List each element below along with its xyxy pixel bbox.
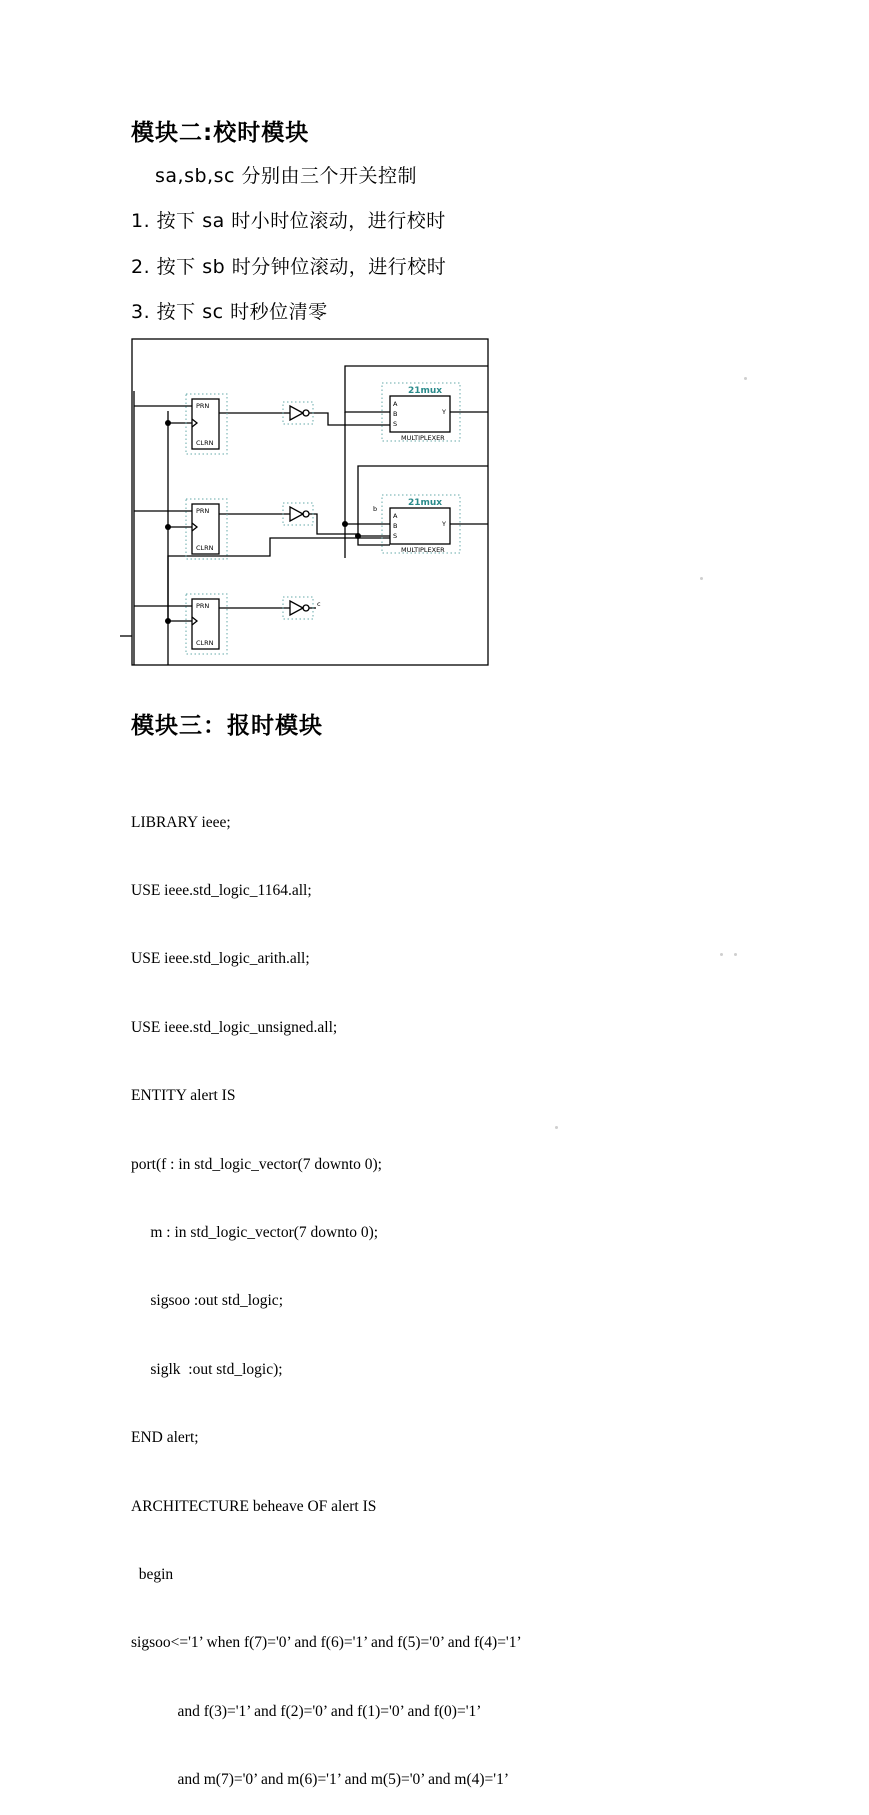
- code-line: sigsoo<='1’ when f(7)='0’ and f(6)='1’ and f(5)='0’ and f(4)='1’: [131, 1634, 522, 1652]
- scan-speck: [720, 953, 723, 956]
- code-line: begin: [131, 1565, 174, 1583]
- code-line: USE ieee.std_logic_1164.all;: [131, 881, 312, 899]
- mux2-out-label: Y: [442, 520, 446, 528]
- code-line: siglk :out std_logic);: [131, 1360, 283, 1378]
- ff1-prn-label: PRN: [196, 402, 210, 410]
- wire-label-b: b: [373, 505, 378, 513]
- scan-speck: [734, 953, 737, 956]
- scan-speck: [744, 377, 747, 380]
- ff3-prn-label: PRN: [196, 602, 210, 610]
- circuit-diagram: [120, 336, 492, 668]
- wire-label-c: c: [317, 600, 321, 608]
- code-line: and m(7)='0’ and m(6)='1’ and m(5)='0’ and m(4)='1’: [131, 1771, 509, 1789]
- module2-title: 模块二:校时模块: [131, 120, 310, 146]
- module2-step-2: 2. 按下 sb 时分钟位滚动，进行校时: [131, 256, 447, 278]
- module2-intro: sa,sb,sc 分别由三个开关控制: [155, 165, 417, 187]
- code-line: ENTITY alert IS: [131, 1087, 236, 1105]
- code-line: m : in std_logic_vector(7 downto 0);: [131, 1223, 379, 1241]
- code-line: LIBRARY ieee;: [131, 813, 231, 831]
- code-line: ARCHITECTURE beheave OF alert IS: [131, 1497, 377, 1515]
- mux2-pin-a: A: [393, 512, 398, 520]
- module2-step-1: 1. 按下 sa 时小时位滚动，进行校时: [131, 210, 446, 232]
- scan-speck: [700, 577, 703, 580]
- code-line: sigsoo :out std_logic;: [131, 1292, 283, 1310]
- mux1-pin-a: A: [393, 400, 398, 408]
- mux2-pin-b: B: [393, 522, 398, 530]
- ff2-prn-label: PRN: [196, 507, 210, 515]
- mux2-title: 21mux: [408, 498, 443, 508]
- module3-title: 模块三：报时模块: [131, 713, 323, 739]
- code-line: and f(3)='1’ and f(2)='0’ and f(1)='0’ and f(0)='1’: [131, 1702, 482, 1720]
- vhdl-code-block: [131, 766, 522, 1815]
- mux1-pin-s: S: [393, 420, 398, 428]
- code-line: USE ieee.std_logic_arith.all;: [131, 950, 310, 968]
- mux1-title: 21mux: [408, 386, 443, 396]
- code-line: port(f : in std_logic_vector(7 downto 0);: [131, 1155, 382, 1173]
- scan-speck: [555, 1126, 558, 1129]
- code-line: USE ieee.std_logic_unsigned.all;: [131, 1018, 338, 1036]
- code-line: END alert;: [131, 1429, 199, 1447]
- module2-step-3: 3. 按下 sc 时秒位清零: [131, 301, 328, 323]
- ff1-clrn-label: CLRN: [196, 439, 214, 447]
- mux2-footer: MULTIPLEXER: [401, 546, 445, 554]
- mux2-pin-s: S: [393, 532, 398, 540]
- mux1-footer: MULTIPLEXER: [401, 434, 445, 442]
- ff3-clrn-label: CLRN: [196, 639, 214, 647]
- mux1-pin-b: B: [393, 410, 398, 418]
- mux1-out-label: Y: [442, 408, 446, 416]
- ff2-clrn-label: CLRN: [196, 544, 214, 552]
